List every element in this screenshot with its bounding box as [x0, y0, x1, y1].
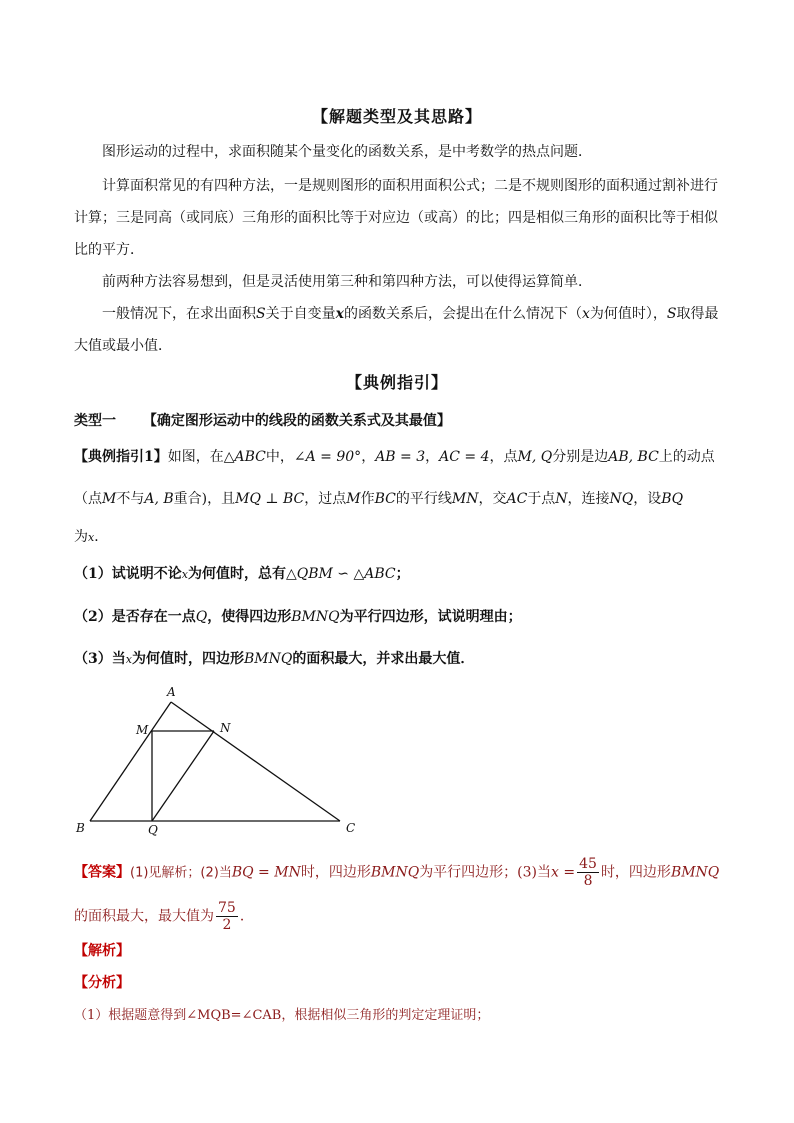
text-span: 时，四边形: [300, 864, 371, 881]
text-span: 为平行四边形；(3)当: [419, 864, 552, 881]
text-span: 一般情况下，在求出面积: [102, 306, 256, 322]
fraction-denominator: 8: [583, 873, 593, 889]
text-span: ；: [395, 566, 410, 582]
text-span: 的平行线: [395, 491, 452, 507]
text-span: ．: [94, 529, 109, 545]
text-span: ．: [239, 908, 254, 925]
math-ab: AB = 3: [375, 449, 426, 465]
section-heading-approach: 【解题类型及其思路】: [311, 107, 482, 126]
math-var: M: [102, 491, 117, 507]
fraction-denominator: 2: [222, 917, 232, 933]
text-span: 为何值时，总有: [187, 566, 286, 582]
math-var: BMNQ: [243, 651, 293, 667]
example-line-1: [74, 446, 715, 466]
math-ac: AC = 4: [439, 449, 490, 465]
segment-ac: [171, 702, 340, 821]
math-sides: AB, BC: [608, 449, 659, 465]
var-s: S: [256, 306, 266, 322]
type-one-heading: [74, 410, 451, 430]
analysis-tag: 【分析】: [74, 975, 130, 991]
fraction-45-8: [577, 856, 599, 889]
type-title: 【确定图形运动中的线段的函数关系式及其最值】: [142, 413, 451, 429]
label-a: A: [167, 685, 176, 699]
question-2: [74, 606, 522, 626]
fraction-numerator: 75: [218, 900, 236, 916]
text-span: 为何值时），: [589, 306, 667, 322]
label-q: Q: [148, 823, 158, 837]
text-span: ，连接: [567, 491, 610, 507]
math-var: A, B: [144, 491, 174, 507]
example-line-2: [74, 488, 683, 508]
text-span: （2）是否存在一点: [74, 609, 196, 625]
section-heading-examples: 【典例指引】: [345, 373, 448, 392]
text-span: 不与: [116, 491, 145, 507]
text-span: ，使得四边形: [207, 609, 292, 625]
segment-nq: [152, 731, 214, 821]
math-var: BMNQ: [370, 864, 420, 881]
math-var: AC: [506, 491, 528, 507]
solution-tag: 【解析】: [74, 943, 130, 959]
math-var: x: [125, 653, 132, 666]
math-var: MN: [451, 491, 479, 507]
text-span: ，交: [478, 491, 507, 507]
text-span: 关于自变量: [265, 306, 336, 322]
answer-tag: 【答案】: [74, 864, 130, 881]
math-points: M, Q: [517, 449, 553, 465]
math-var: x: [88, 531, 95, 544]
text-span: 于点: [527, 491, 556, 507]
label-c: C: [346, 821, 356, 835]
text-span: 的面积最大，并求出最大值．: [292, 651, 475, 667]
label-n: N: [220, 721, 231, 735]
text-span: 为: [74, 529, 88, 545]
text-span: 如图，在: [167, 449, 224, 465]
var-x: x: [335, 306, 344, 322]
label-b: B: [76, 821, 85, 835]
math-var: BMNQ: [670, 864, 720, 881]
math-perp: MQ ⊥ BC: [235, 491, 305, 507]
text-span: 上的动点: [658, 449, 715, 465]
math-var: M: [346, 491, 361, 507]
math-eq: BQ = MN: [231, 864, 301, 881]
math-var: BQ: [661, 491, 684, 507]
segment-ba: [90, 702, 171, 821]
text-span: 的面积最大，最大值为: [74, 908, 214, 925]
text-span: （点: [74, 491, 102, 507]
answer-line-2: [74, 900, 254, 933]
math-angle: ∠A = 90°: [293, 449, 362, 465]
type-label: 类型一: [74, 413, 116, 429]
text-span: 取得最大值或最小值．: [74, 306, 719, 354]
question-3: [74, 648, 474, 668]
intro-paragraph-3: 前两种方法容易想到，但是灵活使用第三种和第四种方法，可以使得运算简单．: [102, 274, 592, 290]
text-span: （3）当: [74, 651, 126, 667]
fraction-numerator: 45: [579, 856, 597, 872]
text-span: 为何值时，四边形: [131, 651, 244, 667]
intro-paragraph-4: [74, 298, 722, 362]
question-1: [74, 563, 410, 583]
intro-paragraph-2: 计算面积常见的有四种方法，一是规则图形的面积用面积公式；二是不规则图形的面积通过割补进行计算；三是同高（或同底）三角形的面积比等于对应边（或高）的比；四是相似三角形的面积比等于相似比的平方．: [74, 178, 718, 258]
text-span: 为平行四边形，试说明理由；: [339, 609, 522, 625]
text-span: ，设: [633, 491, 662, 507]
intro-paragraph-1: 图形运动的过程中，求面积随某个量变化的函数关系，是中考数学的热点问题．: [102, 144, 592, 160]
math-var: N: [555, 491, 568, 507]
text-span: 作: [360, 491, 375, 507]
math-similar: △QBM ∽ △ABC: [285, 566, 396, 582]
text-span: ，过点: [304, 491, 347, 507]
text-span: (1)见解析；(2)当: [130, 865, 232, 881]
fraction-75-2: [216, 900, 238, 933]
example-tag: 【典例指引1】: [74, 449, 168, 465]
text-span: ，点: [489, 449, 518, 465]
example-line-3: [74, 526, 108, 546]
text-span: 重合)，且: [173, 491, 236, 507]
math-triangle: △ABC: [223, 449, 266, 465]
math-var: BC: [374, 491, 396, 507]
math-var: x =: [551, 864, 576, 881]
text-span: ，: [425, 449, 440, 465]
geometry-figure: [70, 682, 370, 842]
label-m: M: [136, 723, 149, 737]
text-span: 时，四边形: [600, 864, 671, 881]
text-span: 中，: [265, 449, 294, 465]
math-var: x: [181, 568, 188, 581]
var-s: S: [666, 306, 677, 322]
math-var: BMNQ: [291, 609, 340, 625]
text-span: （1）试说明不论: [74, 566, 182, 582]
text-span: 分别是边: [552, 449, 609, 465]
answer-line-1: [74, 856, 719, 889]
analysis-line-1: （1）根据题意得到∠MQB=∠CAB，根据相似三角形的判定定理证明；: [74, 1008, 490, 1023]
math-var: Q: [195, 609, 208, 625]
text-span: ，: [361, 449, 376, 465]
text-span: 的函数关系后，会提出在什么情况下（: [343, 306, 582, 322]
var-x: x: [581, 306, 590, 322]
math-var: NQ: [609, 491, 634, 507]
